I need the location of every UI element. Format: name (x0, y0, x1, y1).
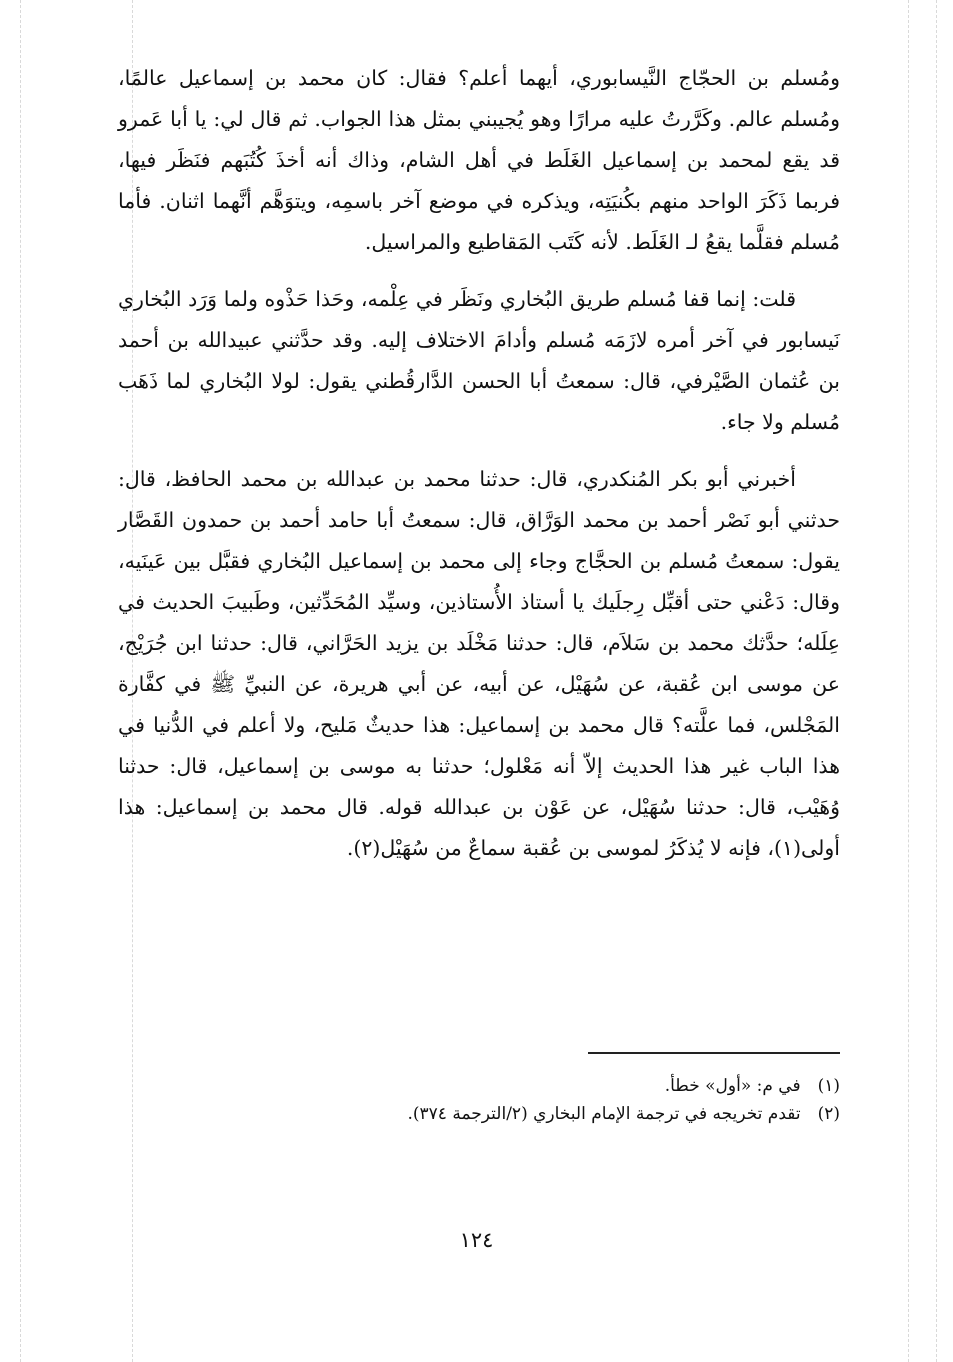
main-text (118, 58, 840, 885)
footnote-text: تقدم تخريجه في ترجمة الإمام البخاري (٢/الترجمة ٣٧٤). (407, 1104, 801, 1124)
page-edge-line (20, 0, 21, 1362)
footnote-1 (118, 1072, 840, 1100)
paragraph-2: قلت: إنما قفا مُسلم طريق البُخاري ونَظَر في عِلْمه، وحَذا حَذْوه ولما وَرَد البُخاري نَيسابور في آخر أمره لازَمَه مُسلم وأدامَ الاختلاف إليه. وقد حدَّثني عبيدالله بن أحمد بن عُثمان الصَّيْرفي، قال: سمعتُ أبا الحسن الدَّارقُطني يقول: لولا البُخاري لما ذَهَب مُسلم ولا جاء. (118, 287, 840, 434)
page-edge-line (908, 0, 909, 1362)
paragraph-3: أخبرني أبو بكر المُنكدري، قال: حدثنا محمد بن عبدالله بن محمد الحافظ، قال: حدثني أبو نَصْر أحمد بن محمد الوَرَّاق، قال: سمعتُ أبا حامد أحمد بن حمدون القَصَّار يقول: سمعتُ مُسلم بن الحجَّاج وجاء إلى محمد بن إسماعيل البُخاري فقبَّل بين عَينَيه، وقال: دَعْني حتى أقبِّل رِجلَيك يا أستاذ الأُستاذين، وسيِّد المُحَدِّثين، وطَبيبَ الحديث في عِلَله؛ حدَّثك محمد بن سَلاَم، قال: حدثنا مَخْلَد بن يزيد الحَرَّاني، قال: حدثنا ابن جُرَيْج، عن موسى ابن عُقبة، عن سُهَيْل، عن أبيه، عن أبي هريرة، عن النبيِّ ﷺ في كفَّارة المَجْلس، فما علَّته؟ قال محمد بن إسماعيل: هذا حديثٌ مَليح، ولا أعلم في الدُّنيا في هذا الباب غير هذا الحديث إلاّ أنه مَعْلول؛ حدثنا به موسى بن إسماعيل، قال: حدثنا وُهَيْب، قال: حدثنا سُهَيْل، عن عَوْن بن عبدالله قوله. قال محمد بن إسماعيل: هذا أولى(١)، فإنه لا يُذكَرُ لموسى بن عُقبة سماعٌ من سُهَيْل(٢). (118, 467, 840, 860)
footnote-number: (١) (817, 1076, 840, 1096)
footnote-text: في م: «أول» خطأ. (664, 1076, 801, 1096)
footnote-2 (118, 1100, 840, 1128)
page-number: ١٢٤ (459, 1228, 494, 1252)
footnote-number: (٢) (817, 1104, 840, 1124)
paragraph-1: ومُسلم بن الحجّاج النَّيسابوري، أيهما أعلم؟ فقال: كان محمد بن إسماعيل عالمًا، ومُسلم عالم. وكَرَّرتُ عليه مرارًا وهو يُجيبني بمثل هذا الجواب. ثم قال لي: يا أبا عَمرو قد يقع لمحمد بن إسماعيل الغَلَط في أهل الشام، وذاك أنه أخذَ كُتُبَهم فنَظَر فيها، فربما ذَكَرَ الواحد منهم بكُنيَتِه، ويذكره في موضع آخر باسمِه، ويتوَهَّم أنَّهما اثنان. فأما مُسلم فقلَّما يقعُ لـ الغَلَط. لأنه كَتَب المَقاطيع والمراسيل. (118, 66, 840, 254)
footnote-separator (588, 1052, 840, 1054)
footnotes (118, 1072, 840, 1128)
page-edge-line (936, 0, 937, 1362)
